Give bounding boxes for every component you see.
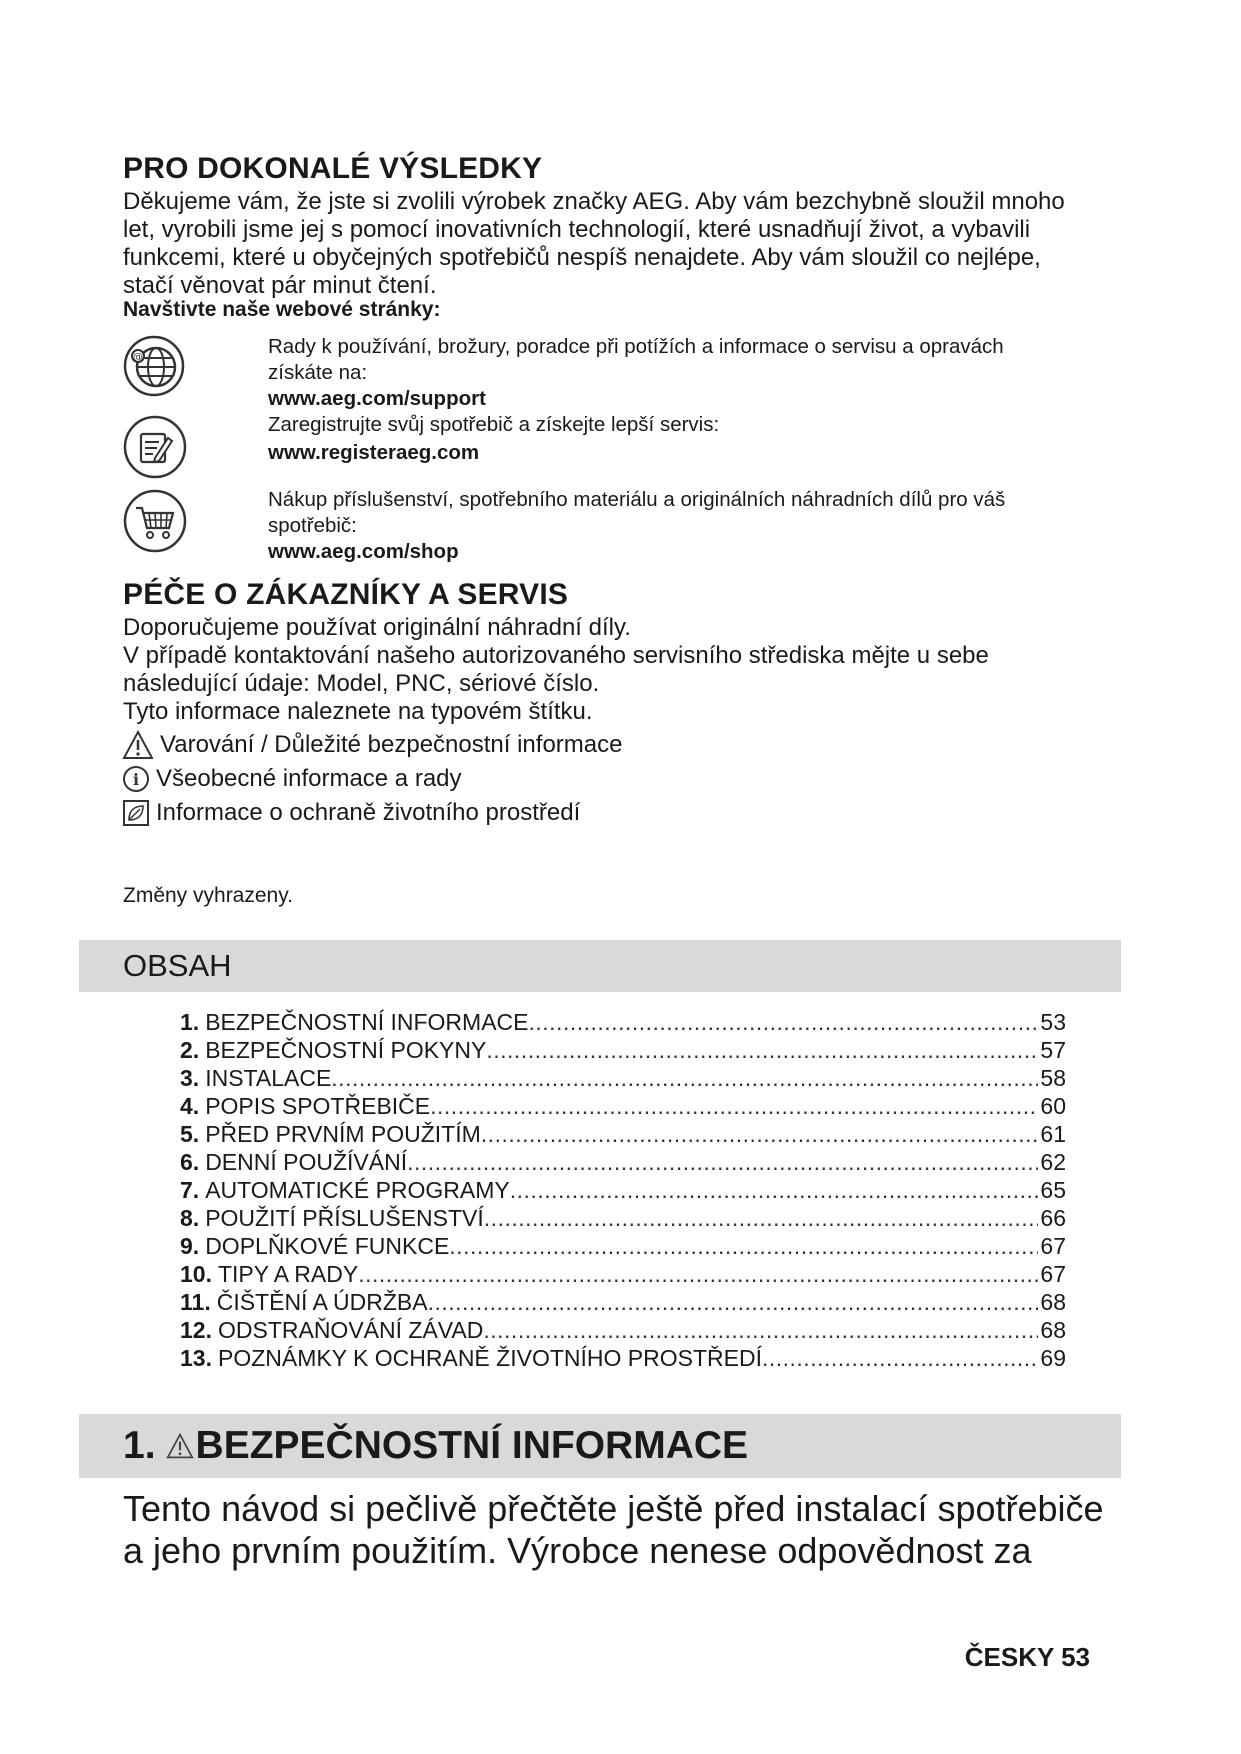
toc-page: 68 bbox=[1040, 1289, 1066, 1315]
intro-line: Děkujeme vám, že jste si zvolili výrobek značky AEG. Aby vám bezchybně sloužil mnoho bbox=[123, 188, 1065, 215]
visit-label: Navštivte naše webové stránky: bbox=[123, 298, 441, 321]
toc-number: 8. bbox=[180, 1205, 200, 1231]
toc-item[interactable] bbox=[180, 1260, 1066, 1288]
toc-title: DOPLŇKOVÉ FUNKCE bbox=[205, 1233, 450, 1259]
toc-dots bbox=[331, 1064, 1038, 1092]
toc-page: 67 bbox=[1040, 1261, 1066, 1287]
register-link[interactable]: www.registeraeg.com bbox=[268, 441, 480, 464]
toc-number: 10. bbox=[180, 1261, 212, 1287]
toc-dots bbox=[510, 1176, 1039, 1204]
legend-text: Všeobecné informace a rady bbox=[156, 765, 462, 792]
toc-title: BEZPEČNOSTNÍ INFORMACE bbox=[205, 1009, 529, 1035]
toc-number: 5. bbox=[180, 1121, 200, 1147]
page-footer: ČESKY 53 bbox=[964, 1642, 1090, 1672]
toc-item[interactable] bbox=[180, 1064, 1066, 1092]
legend-info bbox=[122, 762, 622, 796]
table-of-contents bbox=[180, 1008, 1066, 1372]
toc-dots bbox=[449, 1232, 1038, 1260]
web-item-shop bbox=[268, 487, 1108, 565]
toc-header-band bbox=[79, 940, 1121, 992]
toc-title: INSTALACE bbox=[205, 1065, 332, 1091]
toc-page: 65 bbox=[1040, 1177, 1066, 1203]
toc-item[interactable] bbox=[180, 1204, 1066, 1232]
toc-dots bbox=[428, 1288, 1039, 1316]
toc-title: ODSTRAŇOVÁNÍ ZÁVAD bbox=[217, 1317, 484, 1343]
toc-dots bbox=[481, 1120, 1039, 1148]
web-item-support bbox=[268, 334, 1108, 412]
web-item-register bbox=[268, 412, 1108, 466]
cart-icon bbox=[122, 488, 188, 554]
svg-text:@: @ bbox=[133, 352, 143, 363]
service-heading: PÉČE O ZÁKAZNÍKY A SERVIS bbox=[123, 578, 569, 611]
warning-icon bbox=[122, 730, 154, 760]
intro-line: funkcemi, které u obyčejných spotřebičů nespíš nenajdete. Aby vám sloužil co nejlépe, bbox=[123, 244, 1041, 271]
service-line: Tyto informace naleznete na typovém štítku. bbox=[123, 698, 593, 725]
support-link[interactable]: www.aeg.com/support bbox=[268, 387, 486, 410]
toc-title: DENNÍ POUŽÍVÁNÍ bbox=[205, 1149, 408, 1175]
leaf-icon bbox=[122, 799, 150, 827]
toc-title: TIPY A RADY bbox=[217, 1261, 359, 1287]
toc-page: 57 bbox=[1040, 1037, 1066, 1063]
shop-link[interactable]: www.aeg.com/shop bbox=[268, 540, 459, 563]
service-line: Doporučujeme používat originální náhradní díly. bbox=[123, 614, 631, 641]
web-item-text: získáte na: bbox=[268, 361, 368, 384]
web-item-text: spotřebič: bbox=[268, 514, 357, 537]
legend-environment bbox=[122, 796, 622, 830]
toc-number: 11. bbox=[180, 1289, 211, 1315]
toc-page: 62 bbox=[1040, 1149, 1066, 1175]
info-icon bbox=[122, 765, 150, 793]
svg-text:i: i bbox=[132, 770, 140, 789]
section1-line: a jeho prvním použitím. Výrobce nenese odpovědnost za bbox=[123, 1530, 1032, 1571]
toc-title: AUTOMATICKÉ PROGRAMY bbox=[205, 1177, 510, 1203]
intro-heading: PRO DOKONALÉ VÝSLEDKY bbox=[123, 152, 543, 185]
toc-item[interactable] bbox=[180, 1120, 1066, 1148]
toc-item[interactable] bbox=[180, 1288, 1066, 1316]
toc-dots bbox=[486, 1036, 1038, 1064]
toc-number: 12. bbox=[180, 1317, 212, 1343]
warning-icon bbox=[166, 1432, 194, 1460]
toc-item[interactable] bbox=[180, 1092, 1066, 1120]
toc-number: 7. bbox=[180, 1177, 200, 1203]
legend-text: Varování / Důležité bezpečnostní informace bbox=[160, 731, 623, 758]
toc-dots bbox=[762, 1344, 1038, 1372]
toc-item[interactable] bbox=[180, 1148, 1066, 1176]
toc-item[interactable] bbox=[180, 1316, 1066, 1344]
toc-page: 67 bbox=[1040, 1233, 1066, 1259]
web-item-text: Nákup příslušenství, spotřebního materiálu a originálních náhradních dílů pro váš bbox=[268, 488, 1006, 511]
intro-line: stačí věnovat pár minut čtení. bbox=[123, 272, 437, 299]
toc-title: POPIS SPOTŘEBIČE bbox=[205, 1093, 431, 1119]
toc-title: POZNÁMKY K OCHRANĚ ŽIVOTNÍHO PROSTŘEDÍ bbox=[217, 1345, 762, 1371]
toc-item[interactable] bbox=[180, 1008, 1066, 1036]
symbol-legend bbox=[122, 728, 622, 830]
toc-number: 2. bbox=[180, 1037, 200, 1063]
toc-title: POUŽITÍ PŘÍSLUŠENSTVÍ bbox=[205, 1205, 484, 1231]
toc-number: 6. bbox=[180, 1149, 200, 1175]
section1-heading bbox=[123, 1424, 748, 1468]
legend-text: Informace o ochraně životního prostředí bbox=[156, 799, 581, 826]
toc-number: 1. bbox=[180, 1009, 200, 1035]
intro-paragraph bbox=[123, 188, 1123, 300]
toc-page: 60 bbox=[1040, 1093, 1066, 1119]
section-title: BEZPEČNOSTNÍ INFORMACE bbox=[195, 1424, 749, 1467]
web-item-text: Zaregistrujte svůj spotřebič a získejte lepší servis: bbox=[268, 413, 720, 436]
toc-page: 61 bbox=[1040, 1121, 1066, 1147]
toc-number: 4. bbox=[180, 1093, 200, 1119]
toc-dots bbox=[529, 1008, 1039, 1036]
register-icon bbox=[122, 414, 188, 480]
toc-number: 3. bbox=[180, 1065, 200, 1091]
toc-dots bbox=[358, 1260, 1038, 1288]
toc-item[interactable] bbox=[180, 1176, 1066, 1204]
toc-page: 68 bbox=[1040, 1317, 1066, 1343]
legend-warning bbox=[122, 728, 622, 762]
toc-page: 69 bbox=[1040, 1345, 1066, 1371]
toc-dots bbox=[483, 1316, 1038, 1344]
section-number: 1. bbox=[123, 1424, 156, 1467]
toc-item[interactable] bbox=[180, 1344, 1066, 1372]
changes-note: Změny vyhrazeny. bbox=[123, 884, 293, 907]
toc-title: PŘED PRVNÍM POUŽITÍM bbox=[205, 1121, 481, 1147]
toc-title: BEZPEČNOSTNÍ POKYNY bbox=[205, 1037, 487, 1063]
section1-line: Tento návod si pečlivě přečtěte ještě před instalací spotřebiče bbox=[123, 1488, 1104, 1529]
service-paragraph bbox=[123, 614, 1123, 726]
section1-paragraph bbox=[123, 1488, 1123, 1572]
toc-dots bbox=[407, 1148, 1038, 1176]
toc-item[interactable] bbox=[180, 1232, 1066, 1260]
toc-page: 58 bbox=[1040, 1065, 1066, 1091]
intro-line: let, vyrobili jsme jej s pomocí inovativních technologií, které usnadňují život, a vybavili bbox=[123, 216, 1031, 243]
globe-icon bbox=[122, 334, 186, 398]
toc-dots bbox=[430, 1092, 1038, 1120]
toc-number: 13. bbox=[180, 1345, 212, 1371]
toc-number: 9. bbox=[180, 1233, 200, 1259]
toc-item[interactable] bbox=[180, 1036, 1066, 1064]
web-item-text: Rady k používání, brožury, poradce při potížích a informace o servisu a opravách bbox=[268, 335, 1004, 358]
toc-heading: OBSAH bbox=[123, 948, 232, 983]
toc-page: 53 bbox=[1040, 1009, 1066, 1035]
service-line: následující údaje: Model, PNC, sériové číslo. bbox=[123, 670, 600, 697]
service-line: V případě kontaktování našeho autorizovaného servisního střediska mějte u sebe bbox=[123, 642, 989, 669]
toc-dots bbox=[484, 1204, 1039, 1232]
toc-title: ČIŠTĚNÍ A ÚDRŽBA bbox=[216, 1289, 428, 1315]
toc-page: 66 bbox=[1040, 1205, 1066, 1231]
